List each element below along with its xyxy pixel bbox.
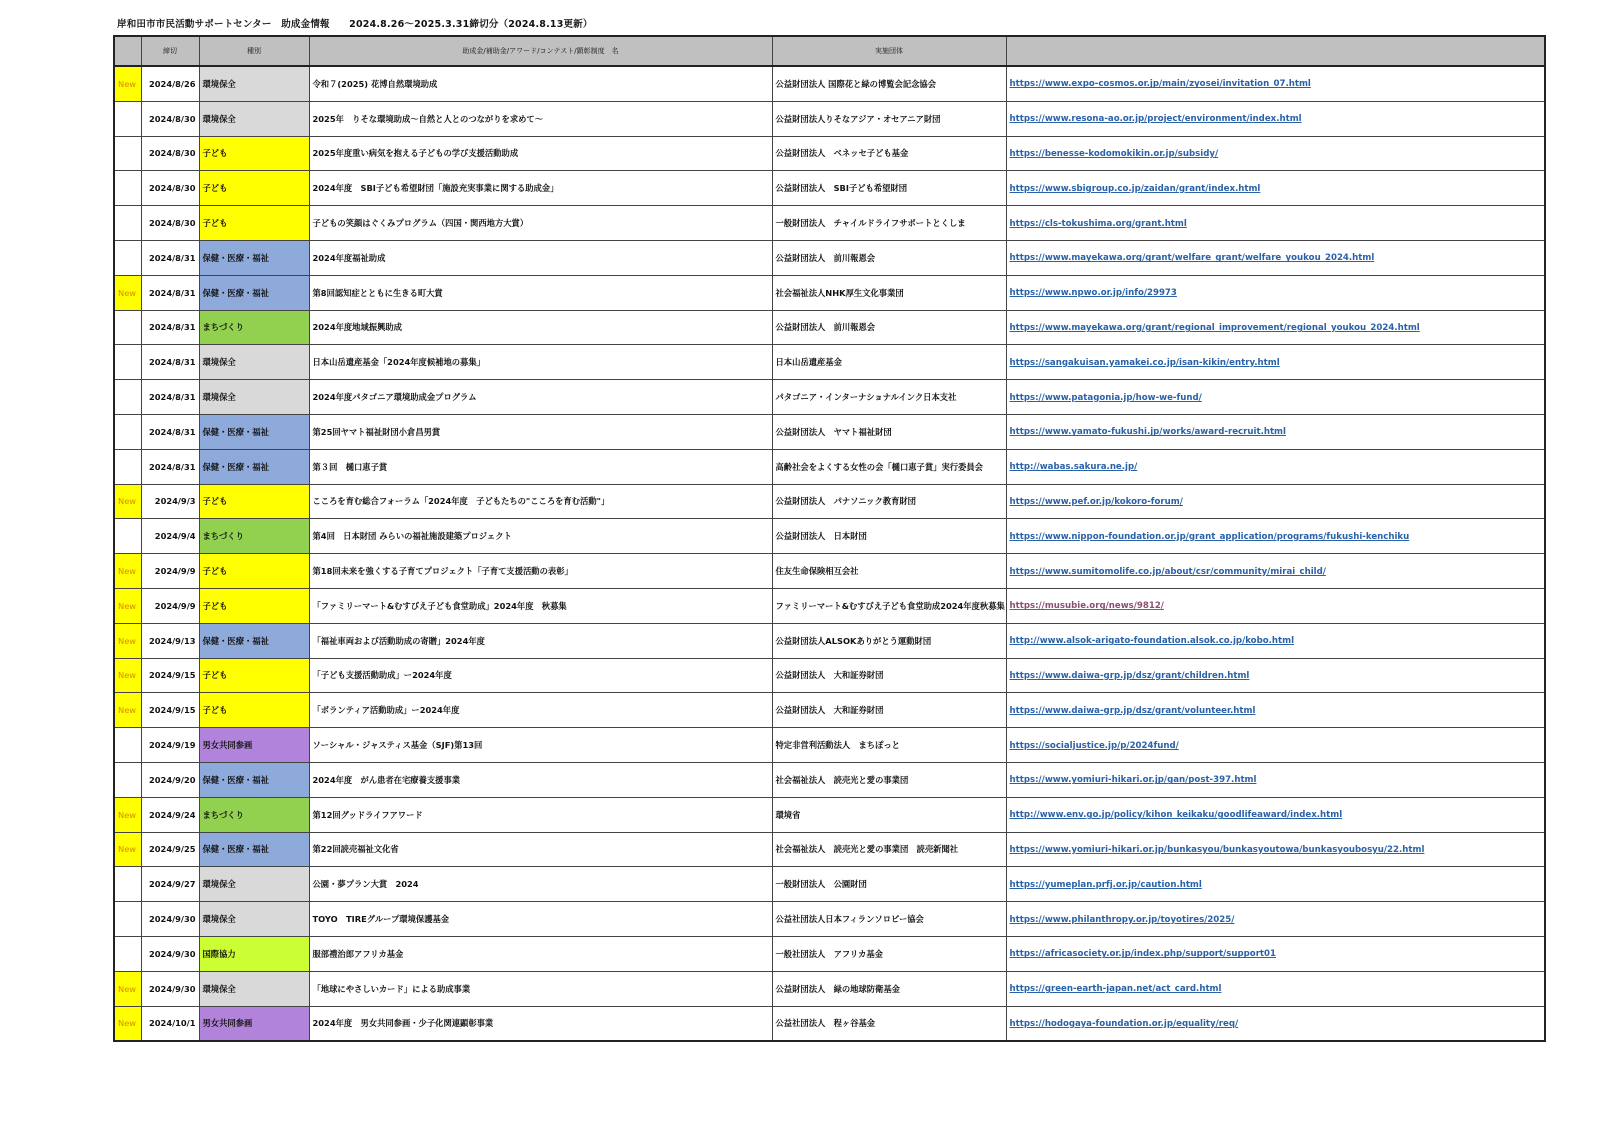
url-cell	[1006, 519, 1545, 554]
grant-link[interactable]: https://www.yomiuri-hikari.or.jp/gan/post-397.html	[1009, 775, 1257, 786]
organization-cell: 社会福祉法人 読売光と愛の事業団	[772, 762, 1006, 797]
grant-link[interactable]: https://www.nippon-foundation.or.jp/grant_application/programs/fukushi-kenchiku	[1009, 531, 1410, 542]
grant-link[interactable]: https://www.resona-ao.or.jp/project/environment/index.html	[1009, 114, 1302, 125]
url-cell	[1006, 902, 1545, 937]
url-cell	[1006, 762, 1545, 797]
category-cell: 子ども	[199, 206, 309, 241]
grant-link[interactable]: https://www.mayekawa.org/grant/welfare_grant/welfare_youkou_2024.html	[1009, 253, 1375, 264]
category-cell: 子ども	[199, 484, 309, 519]
deadline-cell: 2024/8/30	[141, 206, 199, 241]
table-row	[114, 240, 1545, 275]
organization-cell: 一般社団法人 アフリカ基金	[772, 936, 1006, 971]
table-row	[114, 554, 1545, 589]
deadline-cell: 2024/9/9	[141, 588, 199, 623]
deadline-cell: 2024/9/15	[141, 658, 199, 693]
category-cell: まちづくり	[199, 519, 309, 554]
table-row	[114, 658, 1545, 693]
table-row	[114, 519, 1545, 554]
category-cell: 環境保全	[199, 66, 309, 101]
grant-name-cell: 「ファミリーマート&むすびえ子ども食堂助成」2024年度 秋募集	[309, 588, 772, 623]
category-cell: 子ども	[199, 658, 309, 693]
grant-link[interactable]: https://musubie.org/news/9812/	[1009, 601, 1164, 612]
new-badge: New	[114, 971, 141, 1006]
table-row	[114, 588, 1545, 623]
table-row	[114, 762, 1545, 797]
deadline-cell: 2024/8/31	[141, 275, 199, 310]
grant-name-cell: 第３回 樋口恵子賞	[309, 449, 772, 484]
grant-name-cell: TOYO TIREグループ環境保護基金	[309, 902, 772, 937]
grant-name-cell: 2024年度 がん患者在宅療養支援事業	[309, 762, 772, 797]
grant-name-cell: 第22回読売福祉文化省	[309, 832, 772, 867]
category-cell: 子ども	[199, 693, 309, 728]
grant-name-cell: 第8回認知症とともに生きる町大賞	[309, 275, 772, 310]
grant-name-cell: 公園・夢プラン大賞 2024	[309, 867, 772, 902]
document-title: 岸和田市市民活動サポートセンター 助成金情報 2024.8.26～2025.3.31締切分（2024.8.13更新）	[117, 19, 593, 30]
organization-cell: 公益財団法人 SBI子ども希望財団	[772, 171, 1006, 206]
deadline-cell: 2024/9/24	[141, 797, 199, 832]
table-row	[114, 971, 1545, 1006]
category-cell: 子ども	[199, 136, 309, 171]
new-badge: New	[114, 484, 141, 519]
table-row	[114, 1006, 1545, 1041]
url-cell	[1006, 623, 1545, 658]
grant-name-cell: 「ボランティア活動助成」ー2024年度	[309, 693, 772, 728]
header-org: 実施団体	[772, 36, 1006, 66]
grant-name-cell: 「地球にやさしいカード」による助成事業	[309, 971, 772, 1006]
category-cell: 環境保全	[199, 867, 309, 902]
url-cell	[1006, 588, 1545, 623]
category-cell: 保健・医療・福祉	[199, 275, 309, 310]
organization-cell: 社会福祉法人NHK厚生文化事業団	[772, 275, 1006, 310]
organization-cell: 公益財団法人ALSOKありがとう運動財団	[772, 623, 1006, 658]
table-row	[114, 693, 1545, 728]
table-body	[114, 66, 1545, 1041]
table-row	[114, 310, 1545, 345]
new-badge	[114, 380, 141, 415]
organization-cell: 公益財団法人 緑の地球防衛基金	[772, 971, 1006, 1006]
deadline-cell: 2024/9/30	[141, 971, 199, 1006]
header-deadline: 締切	[141, 36, 199, 66]
deadline-cell: 2024/9/27	[141, 867, 199, 902]
url-cell	[1006, 554, 1545, 589]
table-row	[114, 206, 1545, 241]
new-badge	[114, 902, 141, 937]
url-cell	[1006, 380, 1545, 415]
new-badge: New	[114, 1006, 141, 1041]
category-cell: 男女共同参画	[199, 728, 309, 763]
url-cell	[1006, 345, 1545, 380]
table-row	[114, 728, 1545, 763]
category-cell: 環境保全	[199, 902, 309, 937]
deadline-cell: 2024/8/31	[141, 240, 199, 275]
organization-cell: 公益財団法人 ヤマト福祉財団	[772, 414, 1006, 449]
grant-link[interactable]: https://www.npwo.or.jp/info/29973	[1009, 288, 1177, 299]
new-badge: New	[114, 832, 141, 867]
new-badge	[114, 519, 141, 554]
url-cell	[1006, 797, 1545, 832]
url-cell	[1006, 693, 1545, 728]
grant-link[interactable]: https://www.daiwa-grp.jp/dsz/grant/children.html	[1009, 670, 1250, 681]
header-row	[114, 36, 1545, 66]
grant-link[interactable]: https://www.yomiuri-hikari.or.jp/bunkasyou/bunkasyoutowa/bunkasyoubosyu/22.html	[1009, 844, 1425, 855]
grant-link[interactable]: https://www.expo-cosmos.or.jp/main/zyosei/invitation_07.html	[1009, 79, 1311, 90]
category-cell: 保健・医療・福祉	[199, 240, 309, 275]
new-badge: New	[114, 588, 141, 623]
category-cell: まちづくり	[199, 310, 309, 345]
organization-cell: 公益財団法人りそなアジア・オセアニア財団	[772, 101, 1006, 136]
url-cell	[1006, 484, 1545, 519]
table-row	[114, 414, 1545, 449]
category-cell: 男女共同参画	[199, 1006, 309, 1041]
grant-link[interactable]: https://www.sbigroup.co.jp/zaidan/grant/index.html	[1009, 183, 1261, 194]
new-badge	[114, 310, 141, 345]
grant-link[interactable]: https://www.pef.or.jp/kokoro-forum/	[1009, 496, 1183, 507]
deadline-cell: 2024/8/31	[141, 310, 199, 345]
new-badge	[114, 136, 141, 171]
organization-cell: 一般財団法人 チャイルドライフサポートとくしま	[772, 206, 1006, 241]
url-cell	[1006, 832, 1545, 867]
grant-name-cell: 2024年度福祉助成	[309, 240, 772, 275]
url-cell	[1006, 867, 1545, 902]
new-badge	[114, 728, 141, 763]
grant-name-cell: 2024年度 男女共同参画・少子化関連顕彰事業	[309, 1006, 772, 1041]
grant-link[interactable]: https://africasociety.or.jp/index.php/support/support01	[1009, 949, 1277, 960]
grant-link[interactable]: https://hodogaya-foundation.or.jp/equality/req/	[1009, 1018, 1239, 1029]
new-badge	[114, 867, 141, 902]
grant-name-cell: 2025年 りそな環境助成～自然と人とのつながりを求めて～	[309, 101, 772, 136]
table-row	[114, 380, 1545, 415]
table-row	[114, 66, 1545, 101]
new-badge: New	[114, 658, 141, 693]
deadline-cell: 2024/9/30	[141, 936, 199, 971]
grant-name-cell: こころを育む総合フォーラム「2024年度 子どもたちの"こころを育む活動"」	[309, 484, 772, 519]
grant-name-cell: 2025年度重い病気を抱える子どもの学び支援活動助成	[309, 136, 772, 171]
deadline-cell: 2024/9/13	[141, 623, 199, 658]
deadline-cell: 2024/8/26	[141, 66, 199, 101]
grant-link[interactable]: http://www.env.go.jp/policy/kihon_keikaku/goodlifeaward/index.html	[1009, 810, 1343, 821]
table-row	[114, 345, 1545, 380]
url-cell	[1006, 275, 1545, 310]
grant-name-cell: 第18回未来を強くする子育てプロジェクト「子育て支援活動の表彰」	[309, 554, 772, 589]
grant-name-cell: 「福祉車両および活動助成の寄贈」2024年度	[309, 623, 772, 658]
grant-link[interactable]: https://www.philanthropy.or.jp/toyotires/2025/	[1009, 914, 1235, 925]
new-badge	[114, 414, 141, 449]
grant-link[interactable]: http://wabas.sakura.ne.jp/	[1009, 462, 1138, 473]
grant-link[interactable]: https://sangakuisan.yamakei.co.jp/isan-kikin/entry.html	[1009, 357, 1280, 368]
grant-link[interactable]: https://www.mayekawa.org/grant/regional_improvement/regional_youkou_2024.html	[1009, 322, 1420, 333]
grant-name-cell: 日本山岳遺産基金「2024年度候補地の募集」	[309, 345, 772, 380]
category-cell: 子ども	[199, 171, 309, 206]
organization-cell: 公益社団法人 程ヶ谷基金	[772, 1006, 1006, 1041]
url-cell	[1006, 206, 1545, 241]
table-row	[114, 136, 1545, 171]
url-cell	[1006, 1006, 1545, 1041]
table-row	[114, 101, 1545, 136]
grant-link[interactable]: https://www.patagonia.jp/how-we-fund/	[1009, 392, 1202, 403]
category-cell: 環境保全	[199, 345, 309, 380]
header-new	[114, 36, 141, 66]
organization-cell: 住友生命保険相互会社	[772, 554, 1006, 589]
url-cell	[1006, 136, 1545, 171]
organization-cell: 公益財団法人 大和証券財団	[772, 693, 1006, 728]
new-badge	[114, 101, 141, 136]
deadline-cell: 2024/9/9	[141, 554, 199, 589]
grant-link[interactable]: https://green-earth-japan.net/act_card.html	[1009, 984, 1222, 995]
grant-name-cell: 第25回ヤマト福祉財団小倉昌男賞	[309, 414, 772, 449]
grant-name-cell: 「子ども支援活動助成」ー2024年度	[309, 658, 772, 693]
grant-name-cell: 第4回 日本財団 みらいの福祉施設建築プロジェクト	[309, 519, 772, 554]
category-cell: 子ども	[199, 588, 309, 623]
new-badge: New	[114, 66, 141, 101]
category-cell: 保健・医療・福祉	[199, 449, 309, 484]
new-badge: New	[114, 693, 141, 728]
organization-cell: 公益財団法人 前川報恩会	[772, 240, 1006, 275]
organization-cell: 公益財団法人 前川報恩会	[772, 310, 1006, 345]
new-badge: New	[114, 797, 141, 832]
url-cell	[1006, 101, 1545, 136]
deadline-cell: 2024/9/30	[141, 902, 199, 937]
table-row	[114, 902, 1545, 937]
grant-link[interactable]: https://cls-tokushima.org/grant.html	[1009, 218, 1187, 229]
grant-link[interactable]: https://yumeplan.prfj.or.jp/caution.html	[1009, 879, 1202, 890]
grant-link[interactable]: https://www.sumitomolife.co.jp/about/csr/community/mirai_child/	[1009, 566, 1326, 577]
header-name: 助成金/補助金/アワード/コンテスト/顕彰制度 名	[309, 36, 772, 66]
table-row	[114, 832, 1545, 867]
new-badge: New	[114, 275, 141, 310]
deadline-cell: 2024/9/25	[141, 832, 199, 867]
new-badge	[114, 171, 141, 206]
deadline-cell: 2024/8/31	[141, 380, 199, 415]
organization-cell: ファミリーマート&むすびえ子ども食堂助成2024年度秋募集	[772, 588, 1006, 623]
deadline-cell: 2024/8/31	[141, 449, 199, 484]
grant-name-cell: 子どもの笑顔はぐくみプログラム（四国・関西地方大賞）	[309, 206, 772, 241]
category-cell: 環境保全	[199, 380, 309, 415]
table-row	[114, 275, 1545, 310]
url-cell	[1006, 936, 1545, 971]
grant-link[interactable]: https://www.daiwa-grp.jp/dsz/grant/volunteer.html	[1009, 705, 1256, 716]
table-row	[114, 936, 1545, 971]
deadline-cell: 2024/9/15	[141, 693, 199, 728]
category-cell: 子ども	[199, 554, 309, 589]
organization-cell: パタゴニア・インターナショナルインク日本支社	[772, 380, 1006, 415]
grant-link[interactable]: https://www.yamato-fukushi.jp/works/award-recruit.html	[1009, 427, 1286, 438]
new-badge: New	[114, 554, 141, 589]
deadline-cell: 2024/8/31	[141, 414, 199, 449]
url-cell	[1006, 66, 1545, 101]
table-row	[114, 171, 1545, 206]
table-row	[114, 484, 1545, 519]
table-row	[114, 623, 1545, 658]
category-cell: 保健・医療・福祉	[199, 762, 309, 797]
category-cell: 保健・医療・福祉	[199, 623, 309, 658]
category-cell: 環境保全	[199, 971, 309, 1006]
organization-cell: 公益財団法人 国際花と緑の博覧会記念協会	[772, 66, 1006, 101]
grant-name-cell: 2024年度地域振興助成	[309, 310, 772, 345]
category-cell: 国際協力	[199, 936, 309, 971]
url-cell	[1006, 971, 1545, 1006]
organization-cell: 公益財団法人 ベネッセ子ども基金	[772, 136, 1006, 171]
organization-cell: 特定非営利活動法人 まちぽっと	[772, 728, 1006, 763]
organization-cell: 日本山岳遺産基金	[772, 345, 1006, 380]
grant-name-cell: 2024年度 SBI子ども希望財団「施設充実事業に関する助成金」	[309, 171, 772, 206]
header-url	[1006, 36, 1545, 66]
deadline-cell: 2024/8/31	[141, 345, 199, 380]
new-badge	[114, 206, 141, 241]
table-row	[114, 449, 1545, 484]
deadline-cell: 2024/9/20	[141, 762, 199, 797]
url-cell	[1006, 310, 1545, 345]
grant-name-cell: 令和７(2025) 花博自然環境助成	[309, 66, 772, 101]
deadline-cell: 2024/8/30	[141, 136, 199, 171]
grant-table	[113, 35, 1546, 1042]
organization-cell: 公益財団法人 大和証券財団	[772, 658, 1006, 693]
header-category: 種別	[199, 36, 309, 66]
url-cell	[1006, 658, 1545, 693]
new-badge	[114, 345, 141, 380]
grant-name-cell: 第12回グッドライフアワード	[309, 797, 772, 832]
url-cell	[1006, 171, 1545, 206]
grant-name-cell: ソーシャル・ジャスティス基金（SJF)第13回	[309, 728, 772, 763]
organization-cell: 公益社団法人日本フィランソロピー協会	[772, 902, 1006, 937]
category-cell: 保健・医療・福祉	[199, 414, 309, 449]
grant-link[interactable]: https://socialjustice.jp/p/2024fund/	[1009, 740, 1179, 751]
deadline-cell: 2024/9/4	[141, 519, 199, 554]
table-row	[114, 797, 1545, 832]
organization-cell: 社会福祉法人 読売光と愛の事業団 読売新聞社	[772, 832, 1006, 867]
category-cell: まちづくり	[199, 797, 309, 832]
deadline-cell: 2024/8/30	[141, 101, 199, 136]
url-cell	[1006, 728, 1545, 763]
deadline-cell: 2024/9/19	[141, 728, 199, 763]
new-badge: New	[114, 623, 141, 658]
organization-cell: 高齢社会をよくする女性の会「樋口恵子賞」実行委員会	[772, 449, 1006, 484]
organization-cell: 公益財団法人 パナソニック教育財団	[772, 484, 1006, 519]
grant-name-cell: 服部禮治郎アフリカ基金	[309, 936, 772, 971]
new-badge	[114, 240, 141, 275]
organization-cell: 一般財団法人 公園財団	[772, 867, 1006, 902]
new-badge	[114, 762, 141, 797]
grant-link[interactable]: http://www.alsok-arigato-foundation.alsok.co.jp/kobo.html	[1009, 636, 1295, 647]
url-cell	[1006, 449, 1545, 484]
url-cell	[1006, 414, 1545, 449]
url-cell	[1006, 240, 1545, 275]
organization-cell: 環境省	[772, 797, 1006, 832]
new-badge	[114, 936, 141, 971]
deadline-cell: 2024/8/30	[141, 171, 199, 206]
category-cell: 環境保全	[199, 101, 309, 136]
grant-link[interactable]: https://benesse-kodomokikin.or.jp/subsidy/	[1009, 148, 1219, 159]
category-cell: 保健・医療・福祉	[199, 832, 309, 867]
deadline-cell: 2024/10/1	[141, 1006, 199, 1041]
organization-cell: 公益財団法人 日本財団	[772, 519, 1006, 554]
table-row	[114, 867, 1545, 902]
new-badge	[114, 449, 141, 484]
deadline-cell: 2024/9/3	[141, 484, 199, 519]
grant-name-cell: 2024年度パタゴニア環境助成金プログラム	[309, 380, 772, 415]
